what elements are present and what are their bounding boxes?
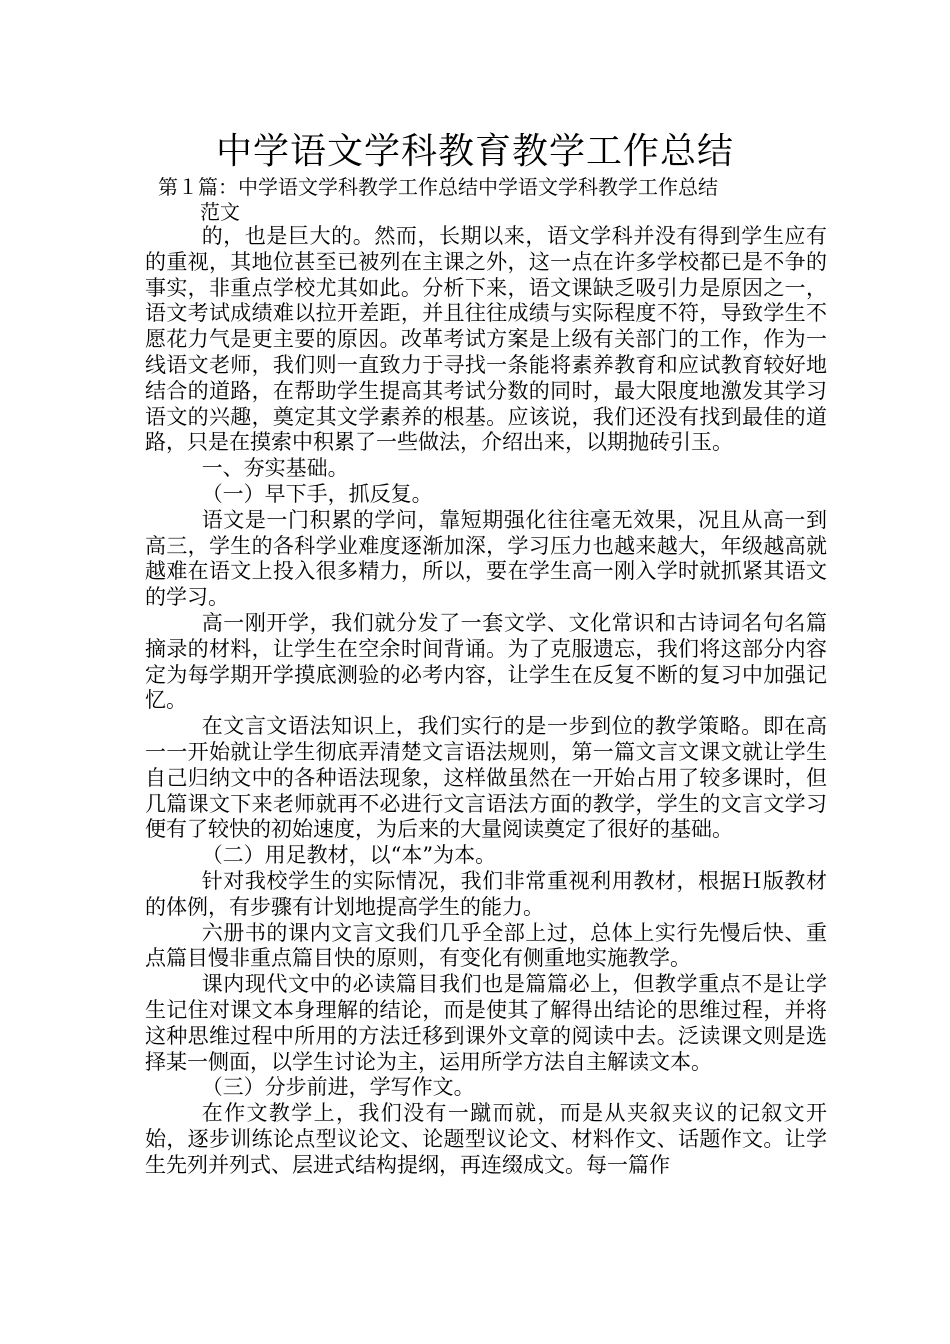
document-title: 中学语文学科教育教学工作总结 [215,131,734,172]
paragraph-intro: 的，也是巨大的。然而，长期以来，语文学科并没有得到学生应有的重视，其地位甚至已被列在主课之外，这一点在许多学校都已是不争的事实，非重点学校尤其如此。分析下来，语文课缺乏吸引力是原因之一，语文考试成绩难以拉开差距，并且往往成绩与实际程度不符，导致学生不愿花力气是更主要的原因。改革考试方案是上级有关部门的工作，作为一线语文老师，我们则一直致力于寻找一条能将素养教育和应试教育较好地结合的道路，在帮助学生提高其考试分数的同时，最大限度地激发其学习语文的兴趣，奠定其文学素养的根基。应该说，我们还没有找到最佳的道路，只是在摸索中积累了一些做法，介绍出来，以期抛砖引玉。 [145,224,827,455]
paragraph: 六册书的课内文言文我们几乎全部上过，总体上实行先慢后快、重点篇目慢非重点篇目快的原则，有变化有侧重地实施教学。 [145,920,827,971]
paragraph: 高一刚开学，我们就分发了一套文学、文化常识和古诗词名句名篇摘录的材料，让学生在空余时间背诵。为了克服遗忘，我们将这部分内容定为每学期开学摸底测验的必考内容，让学生在反复不断的复习中加强记忆。 [145,610,827,713]
paragraph: 在作文教学上，我们没有一蹴而就，而是从夹叙夹议的记叙文开始，逐步训练论点型议论文、论题型议论文、材料作文、话题作文。让学生先列并列式、层进式结构提纲，再连缀成文。每一篇作 [145,1101,827,1177]
subtitle-line-1: 第１篇：中学语文学科教学工作总结中学语文学科教学工作总结 [158,175,718,199]
section-heading-1: 一、夯实基础。 [201,456,349,481]
paragraph: 在文言文语法知识上，我们实行的是一步到位的教学策略。即在高一一开始就让学生彻底弄清楚文言语法规则，第一篇文言文课文就让学生自己归纳文中的各种语法现象，这样做虽然在一开始占用了较多课时，但几篇课文下来老师就再不必进行文言语法方面的教学，学生的文言文学习便有了较快的初始速度，为后来的大量阅读奠定了很好的基础。 [145,714,827,842]
subsection-heading-1: （一）早下手，抓反复。 [201,481,433,506]
subtitle-line-2: 范文 [200,200,240,224]
article-subtitle [158,175,818,225]
paragraph: 课内现代文中的必读篇目我们也是篇篇必上，但教学重点不是让学生记住对课文本身理解的结论，而是使其了解得出结论的思维过程，并将这种思维过程中所用的方法迁移到课外文章的阅读中去。泛读课文则是选择某一侧面，以学生讨论为主，运用所学方法自主解读文本。 [145,972,827,1074]
paragraph: 语文是一门积累的学问，靠短期强化往往毫无效果，况且从高一到高三，学生的各科学业难度逐渐加深，学习压力也越来越大，年级越高就越难在语文上投入很多精力，所以，要在学生高一刚入学时就抓紧其语文的学习。 [145,507,827,610]
subsection-heading-2: （二）用足教材，以“本”为本。 [201,843,497,868]
paragraph: 针对我校学生的实际情况，我们非常重视利用教材，根据Ｈ版教材的体例，有步骤有计划地提高学生的能力。 [145,868,827,919]
document-body [145,224,827,1178]
subsection-heading-3: （三）分步前进，学写作文。 [201,1075,475,1100]
